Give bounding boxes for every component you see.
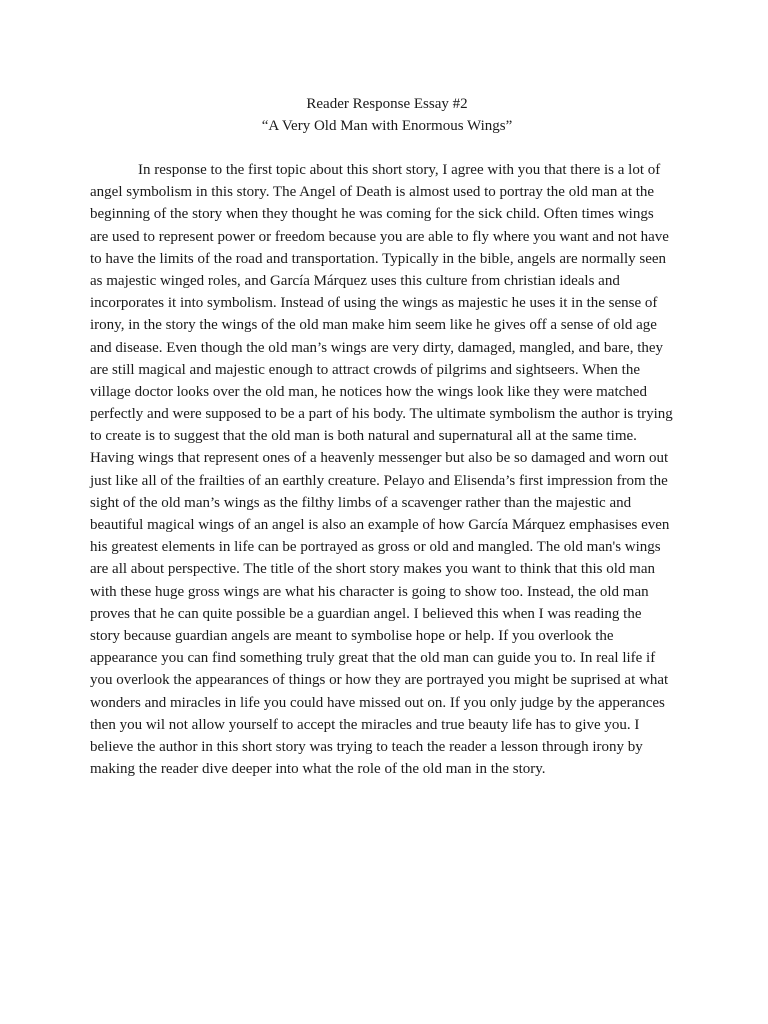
paragraph-line: village doctor looks over the old man, he notices how the wings look like they were matched — [90, 383, 647, 400]
paragraph-line: appearance you can find something truly great that the old man can guide you to. In real life if — [90, 650, 656, 667]
paragraph-line: and disease. Even though the old man’s wings are very dirty, damaged, mangled, and bare, they — [90, 339, 664, 356]
paragraph-line: as majestic winged roles, and García Márquez uses this culture from christian ideals and — [90, 272, 620, 289]
essay-subtitle: “A Very Old Man with Enormous Wings” — [261, 118, 513, 134]
paragraph-line: angel symbolism in this story. The Angel of Death is almost used to portray the old man at the — [90, 184, 655, 201]
essay-body — [90, 93, 684, 780]
paragraph-line: beautiful magical wings of an angel is also an example of how García Márquez emphasises even — [90, 517, 670, 533]
paragraph-line: sight of the old man’s wings as the filthy limbs of a scavenger rather than the majestic and — [90, 494, 632, 511]
paragraph-line: Having wings that represent ones of a heavenly messenger but also be so damaged and worn out — [90, 450, 669, 467]
paragraph-line: proves that he can quite possible be a guardian angel. I believed this when I was reading the — [90, 605, 642, 622]
paragraph-line: then you wil not allow yourself to accept the miracles and true beauty life has to give you. I — [90, 716, 640, 733]
paragraph-line: to have the limits of the road and transportation. Typically in the bible, angels are normally seen — [90, 250, 667, 267]
essay-title: Reader Response Essay #2 — [306, 96, 468, 112]
paragraph-line: story because guardian angels are meant to symbolise hope or help. If you overlook the — [90, 627, 614, 644]
paragraph-line: are all about perspective. The title of the short story makes you want to think that this old man — [90, 561, 656, 578]
paragraph-line: beginning of the story when they thought he was coming for the sick child. Often times wings — [90, 206, 654, 223]
paragraph-line: with these huge gross wings are what his character is going to show too. Instead, the old man — [90, 583, 649, 600]
paragraph-line: you overlook the appearances of things or how they are portrayed you might be suprised at what — [90, 672, 669, 689]
paragraph-line: are used to represent power or freedom because you are able to fly where you want and not have — [90, 228, 669, 245]
paragraph-line: believe the author in this short story was trying to teach the reader a lesson through irony by — [90, 738, 643, 755]
paragraph-line: perfectly and were supposed to be a part of his body. The ultimate symbolism the author is trying — [90, 406, 673, 423]
paragraph-line: to create is to suggest that the old man is both natural and supernatural all at the same time. — [90, 428, 637, 445]
paragraph-line: In response to the first topic about this short story, I agree with you that there is a lot of — [138, 162, 661, 178]
title-spacer — [90, 137, 684, 159]
paragraph-line: his greatest elements in life can be portrayed as gross or old and mangled. The old man's wings — [90, 539, 661, 556]
paragraph-line: making the reader dive deeper into what the role of the old man in the story. — [90, 761, 546, 778]
paragraph-line: just like all of the frailties of an earthly creature. Pelayo and Elisenda’s first impression from the — [90, 472, 668, 489]
paragraph-line: irony, in the story the wings of the old man make him seem like he gives off a sense of old age — [90, 317, 657, 334]
essay-paragraph — [90, 159, 684, 780]
paragraph-line: are still magical and majestic enough to attract crowds of pilgrims and sightseers. When the — [90, 361, 640, 378]
paragraph-line: wonders and miracles in life you could have missed out on. If you only judge by the apperances — [90, 694, 665, 711]
paragraph-line: incorporates it into symbolism. Instead of using the wings as majestic he uses it in the sense of — [90, 295, 658, 312]
